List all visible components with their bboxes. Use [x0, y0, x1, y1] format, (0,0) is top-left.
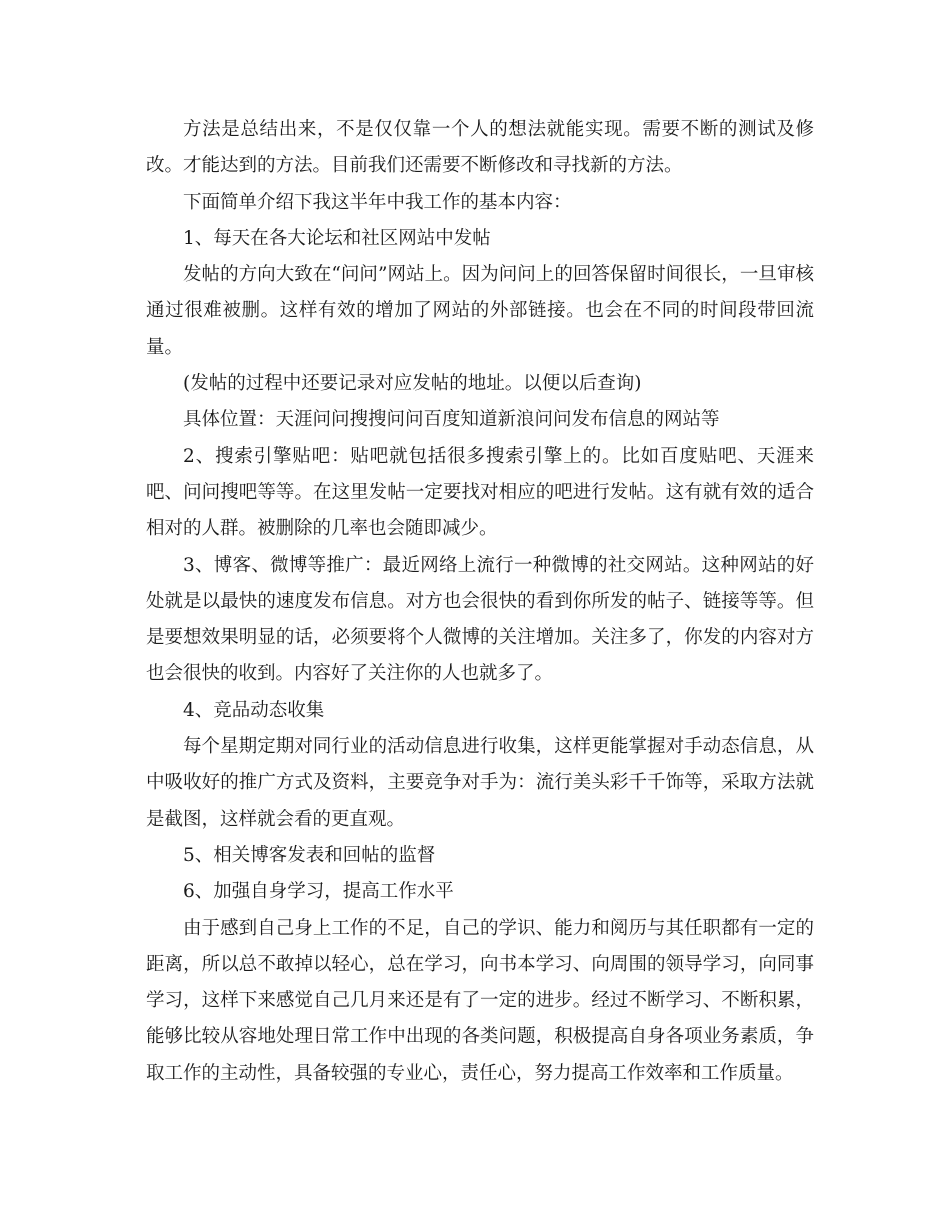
paragraph-item-2: 2、搜索引擎贴吧：贴吧就包括很多搜索引擎上的。比如百度贴吧、天涯来吧、问问搜吧等等。在这里发帖一定要找对相应的吧进行发帖。这有就有效的适合相对的人群。被删除的几率也会随即减少。	[146, 445, 814, 540]
heading-item-5: 5、相关博客发表和回帖的监督	[183, 844, 436, 866]
paragraph-item-6-body: 由于感到自己身上工作的不足，自己的学识、能力和阅历与其任职都有一定的距离，所以总不敢掉以轻心，总在学习，向书本学习、向周围的领导学习，向同事学习，这样下来感觉自己几月来还是有了一定的进步。经过不断学习、不断积累，能够比较从容地处理日常工作中出现的各类问题，积极提高自身各项业务素质，争取工作的主动性，具备较强的专业心，责任心，努力提高工作效率和工作质量。	[146, 917, 814, 1084]
paragraph-intro: 下面简单介绍下我这半年中我工作的基本内容：	[183, 191, 572, 213]
paragraph-item-1-body: 发帖的方向大致在“问问”网站上。因为问问上的回答保留时间很长，一旦审核通过很难被删。这样有效的增加了网站的外部链接。也会在不同的时间段带回流量。	[146, 264, 814, 358]
paragraph-item-4-body: 每个星期定期对同行业的活动信息进行收集，这样更能掌握对手动态信息，从中吸收好的推广方式及资料，主要竞争对手为：流行美头彩千千饰等，采取方法就是截图，这样就会看的更直观。	[146, 736, 814, 830]
paragraph-item-1-locations: 具体位置：天涯问问搜搜问问百度知道新浪问问发布信息的网站等	[183, 409, 720, 431]
paragraph-item-3: 3、博客、微博等推广：最近网络上流行一种微博的社交网站。这种网站的好处就是以最快的速度发布信息。对方也会很快的看到你所发的帖子、链接等等。但是要想效果明显的话，必须要将个人微博的关注增加。关注多了，你发的内容对方也会很快的收到。内容好了关注你的人也就多了。	[146, 554, 814, 685]
heading-item-6: 6、加强自身学习，提高工作水平	[183, 881, 454, 903]
heading-item-1: 1、每天在各大论坛和社区网站中发帖	[183, 227, 491, 249]
paragraph-item-1-note: (发帖的过程中还要记录对应发帖的地址。以便以后查询)	[183, 373, 642, 395]
heading-item-4: 4、竞品动态收集	[183, 699, 325, 721]
document-body	[146, 112, 814, 1092]
paragraph-method-summary: 方法是总结出来，不是仅仅靠一个人的想法就能实现。需要不断的测试及修改。才能达到的方法。目前我们还需要不断修改和寻找新的方法。	[146, 119, 814, 177]
